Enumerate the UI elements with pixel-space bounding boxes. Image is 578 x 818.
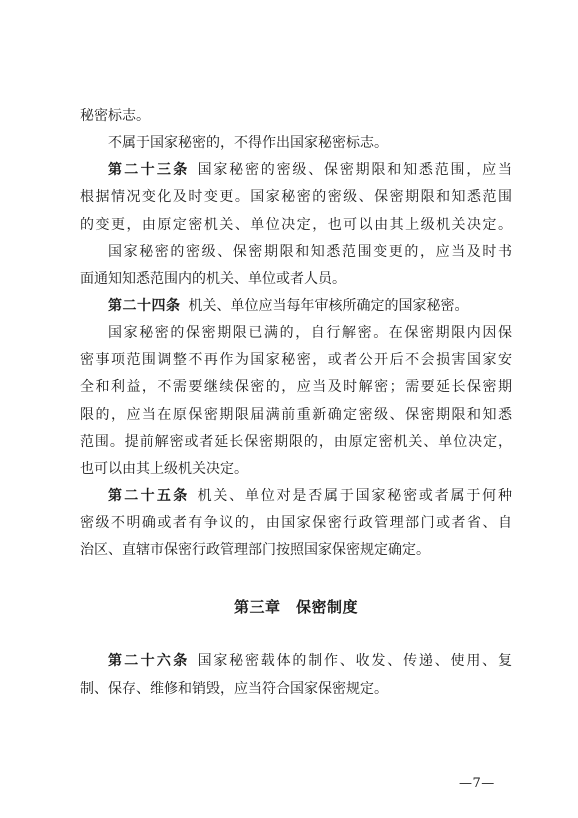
text-line: 制、保存、维修和销毁，应当符合国家保密规定。	[80, 680, 388, 697]
document-body	[80, 103, 512, 703]
article-number: 第二十六条	[108, 653, 190, 670]
text-line: 面通知知悉范围内的机关、单位或者人员。	[80, 270, 346, 287]
article-number: 第二十三条	[108, 162, 190, 179]
text-line: 限的，应当在原保密期限届满前重新确定密级、保密期限和知悉	[80, 406, 512, 423]
text-line: 国家秘密的保密期限已满的，自行解密。在保密期限内因保	[108, 325, 512, 342]
text-line: 的变更，由原定密机关、单位决定，也可以由其上级机关决定。	[80, 216, 512, 233]
article-26-first-line	[80, 648, 512, 675]
text-line: 也可以由其上级机关决定。	[80, 460, 248, 477]
text-line: 秘密标志。	[80, 108, 150, 124]
text-line: 根据情况变化及时变更。国家秘密的密级、保密期限和知悉范围	[80, 189, 512, 206]
spacer	[80, 564, 512, 592]
article-text: 机关、单位应当每年审核所确定的国家秘密。	[188, 297, 469, 314]
article-number: 第二十五条	[108, 487, 190, 504]
article-number: 第二十四条	[108, 297, 181, 314]
article-25-first-line	[80, 483, 512, 510]
chapter-heading: 第三章 保密制度	[233, 598, 358, 617]
article-text: 国家秘密载体的制作、收发、传递、使用、复	[197, 653, 512, 670]
article-24-first-line	[80, 293, 512, 320]
text-line: 全和利益，不需要继续保密的，应当及时解密；需要延长保密期	[80, 379, 512, 396]
article-text: 机关、单位对是否属于国家秘密或者属于何种	[197, 487, 512, 504]
text-line: 密级不明确或者有争议的，由国家保密行政管理部门或者省、自	[80, 515, 512, 532]
text-line: 密事项范围调整不再作为国家秘密，或者公开后不会损害国家安	[80, 352, 512, 369]
article-text: 国家秘密的密级、保密期限和知悉范围，应当	[197, 162, 512, 179]
article-23-first-line	[80, 157, 512, 184]
text-line: 治区、直辖市保密行政管理部门按照国家保密规定确定。	[80, 542, 430, 559]
text-line: 不属于国家秘密的，不得作出国家秘密标志。	[108, 135, 388, 152]
text-line: 国家秘密的密级、保密期限和知悉范围变更的，应当及时书	[108, 243, 512, 260]
page-number: —7—	[459, 776, 495, 791]
text-line: 范围。提前解密或者延长保密期限的，由原定密机关、单位决定，	[80, 433, 512, 450]
spacer	[80, 622, 512, 648]
